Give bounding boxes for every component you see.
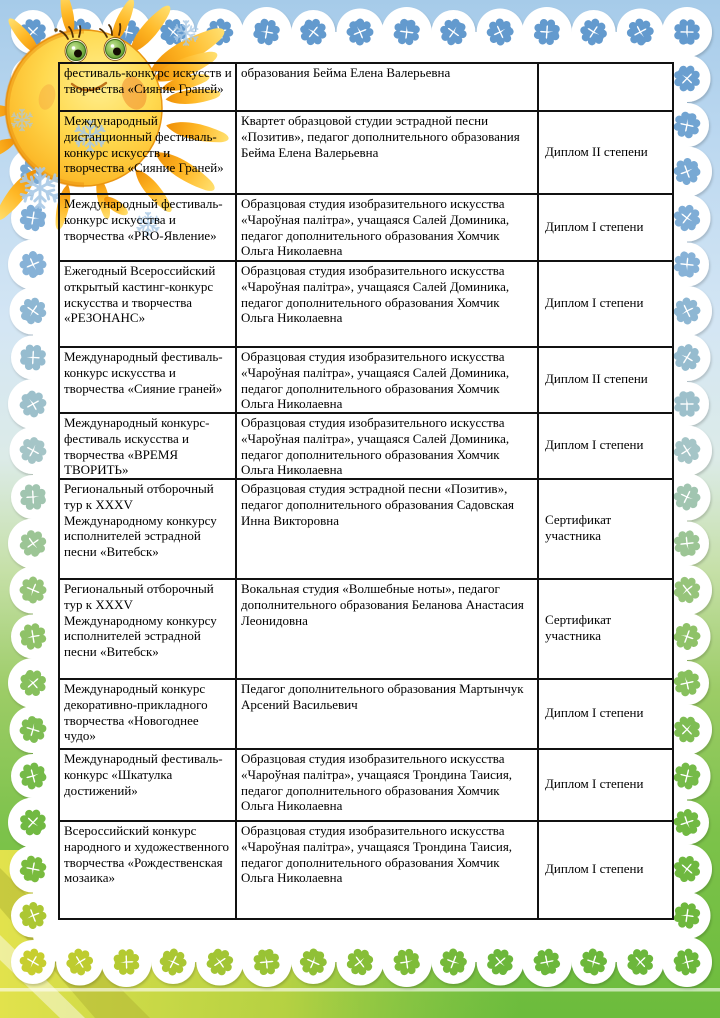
award-cell xyxy=(538,261,673,347)
competition-cell xyxy=(59,579,236,679)
cell-text: фестиваль-конкурс искусств и творчества «Сияние Граней» xyxy=(64,65,232,96)
participants-cell xyxy=(236,749,538,821)
participants-cell xyxy=(236,63,538,111)
award-cell xyxy=(538,194,673,261)
lace-scallop xyxy=(10,706,57,753)
lace-scallop xyxy=(337,939,384,986)
cell-text: Диплом II степени xyxy=(545,143,648,159)
table-row xyxy=(59,821,673,919)
cell-text: Региональный отборочный тур к XXXV Международному конкурсу исполнителей эстрадной песни «Витебск» xyxy=(64,581,217,660)
cell-text: Образцовая студия эстрадной песни «Позитив», педагог дополнительного образования Садовская Инна Викторовна xyxy=(241,481,514,528)
award-cell xyxy=(538,679,673,749)
cell-text: Диплом I степени xyxy=(545,861,644,877)
award-cell xyxy=(538,111,673,194)
cell-text: Диплом I степени xyxy=(545,776,644,792)
participants-cell xyxy=(236,579,538,679)
competition-cell xyxy=(59,347,236,413)
award-cell xyxy=(538,347,673,413)
lace-scallop xyxy=(477,9,524,56)
lace-scallop xyxy=(662,7,712,57)
cell-text: Международный фестиваль-конкурс искусства и творчества «Сияние граней» xyxy=(64,349,223,396)
table-row xyxy=(59,579,673,679)
lace-scallop xyxy=(337,9,384,56)
lace-scallop xyxy=(291,940,335,984)
competition-cell xyxy=(59,749,236,821)
cell-text: Международный конкурс декоративно-прикладного творчества «Новогоднее чудо» xyxy=(64,681,208,744)
cell-text: Международный фестиваль-конкурс «Шкатулка достижений» xyxy=(64,751,223,798)
award-cell xyxy=(538,821,673,919)
awards-table xyxy=(58,62,674,920)
cell-text: Образцовая студия изобразительного искусства «Чароўная палітра», учащаяся Трондина Таисия, педагог дополнительного образования Хомчик Ольга Николаевна xyxy=(241,823,513,886)
table-row xyxy=(59,413,673,479)
lace-scallop xyxy=(522,7,572,57)
lace-scallop xyxy=(11,475,55,519)
lace-scallop xyxy=(56,939,103,986)
table-row xyxy=(59,111,673,194)
competition-cell xyxy=(59,479,236,579)
competition-cell xyxy=(59,679,236,749)
lace-scallop xyxy=(11,615,55,659)
lace-scallop xyxy=(617,9,664,56)
lace-scallop xyxy=(10,846,57,893)
lace-scallop xyxy=(572,940,616,984)
competition-cell xyxy=(59,194,236,261)
lace-scallop xyxy=(196,939,243,986)
table-row xyxy=(59,347,673,413)
lace-scallop xyxy=(10,288,57,335)
participants-cell xyxy=(236,194,538,261)
lace-scallop xyxy=(8,798,58,848)
competition-cell xyxy=(59,413,236,479)
cell-text: Образцовая студия изобразительного искусства «Чароўная палітра», учащаяся Салей Доминика, педагог дополнительного образования Хомчик Ольга Николаевна xyxy=(241,415,510,477)
competition-cell xyxy=(59,261,236,347)
cell-text: Образцовая студия изобразительного искусства «Чароўная палітра», учащаяся Салей Доминика, педагог дополнительного образования Хомчик Ольга Николаевна xyxy=(241,196,510,259)
lace-scallop xyxy=(11,940,55,984)
participants-cell xyxy=(236,413,538,479)
table-row xyxy=(59,261,673,347)
competition-cell xyxy=(59,63,236,111)
participants-cell xyxy=(236,479,538,579)
lace-scallop xyxy=(151,940,195,984)
lace-scallop xyxy=(522,937,572,987)
lace-scallop xyxy=(11,336,55,380)
award-cell xyxy=(538,413,673,479)
cell-text: Образцовая студия изобразительного искусства «Чароўная палітра», учащаяся Трондина Таисия, педагог дополнительного образования Хомчик Ольга Николаевна xyxy=(241,751,513,814)
award-cell xyxy=(538,479,673,579)
cell-text: Всероссийский конкурс народного и художественного творчества «Рождественская мозаика» xyxy=(64,823,229,886)
participants-cell xyxy=(236,821,538,919)
lace-scallop xyxy=(10,427,57,474)
lace-scallop xyxy=(662,937,712,987)
competition-cell xyxy=(59,821,236,919)
cell-text: Сертификат участника xyxy=(545,512,612,543)
lace-scallop xyxy=(8,658,58,708)
cell-text: Сертификат участника xyxy=(545,612,612,643)
participants-cell xyxy=(236,347,538,413)
lace-scallop xyxy=(572,10,616,54)
cell-text: Международный дистанционный фестиваль-конкурс искусств и творчества «Сияние Граней» xyxy=(64,113,224,176)
table-row xyxy=(59,63,673,111)
cell-text: Образцовая студия изобразительного искусства «Чароўная палітра», учащаяся Салей Доминика, педагог дополнительного образования Хомчик Ольга Николаевна xyxy=(241,263,510,326)
cell-text: Диплом I степени xyxy=(545,218,644,234)
cell-text: Диплом I степени xyxy=(545,705,644,721)
lace-scallop xyxy=(242,7,292,57)
table-row xyxy=(59,479,673,579)
cell-text: образования Бейма Елена Валерьевна xyxy=(241,65,451,80)
table-row xyxy=(59,749,673,821)
cell-text: Международный фестиваль-конкурс искусства и творчества «PRO-Явление» xyxy=(64,196,223,243)
sun-freckle xyxy=(54,28,58,32)
cell-text: Ежегодный Всероссийский открытый кастинг-конкурс искусства и творчества «РЕЗОНАНС» xyxy=(64,263,216,326)
lace-scallop xyxy=(382,7,432,57)
cell-text: Квартет образцовой студии эстрадной песни «Позитив», педагог дополнительного образования Бейма Елена Валерьевна xyxy=(241,113,520,160)
cell-text xyxy=(539,64,672,108)
participants-cell xyxy=(236,679,538,749)
cell-text: Вокальная студия «Волшебные ноты», педагог дополнительного образования Беланова Анастасия Леонидовна xyxy=(241,581,524,628)
lace-scallop xyxy=(431,940,475,984)
lace-scallop xyxy=(291,10,335,54)
cell-text: Диплом I степени xyxy=(545,295,644,311)
table-row xyxy=(59,194,673,261)
cell-text: Образцовая студия изобразительного искусства «Чароўная палітра», учащаяся Салей Доминика, педагог дополнительного образования Хомчик Ольга Николаевна xyxy=(241,349,510,411)
participants-cell xyxy=(236,111,538,194)
competition-cell xyxy=(59,111,236,194)
lace-scallop xyxy=(11,894,55,938)
cell-text: Международный конкурс-фестиваль искусства и творчества «ВРЕМЯ ТВОРИТЬ» xyxy=(64,415,210,477)
lace-scallop xyxy=(11,754,55,798)
lace-scallop xyxy=(431,10,475,54)
cell-text: Региональный отборочный тур к XXXV Международному конкурсу исполнителей эстрадной песни «Витебск» xyxy=(64,481,217,560)
lace-scallop xyxy=(382,937,432,987)
award-cell xyxy=(538,579,673,679)
award-cell xyxy=(538,63,673,111)
table-row xyxy=(59,679,673,749)
lace-scallop xyxy=(8,519,58,569)
lace-scallop xyxy=(617,939,664,986)
cell-text: Диплом I степени xyxy=(545,437,644,453)
cell-text: Педагог дополнительного образования Мартынчук Арсений Васильевич xyxy=(241,681,524,712)
awards-table-body xyxy=(59,63,673,919)
lace-scallop xyxy=(8,379,58,429)
lace-scallop xyxy=(10,567,57,614)
award-cell xyxy=(538,749,673,821)
lace-scallop xyxy=(101,937,151,987)
cell-text: Диплом II степени xyxy=(545,371,648,387)
lace-scallop xyxy=(242,937,292,987)
lace-scallop xyxy=(8,240,58,290)
participants-cell xyxy=(236,261,538,347)
lace-scallop xyxy=(477,939,524,986)
